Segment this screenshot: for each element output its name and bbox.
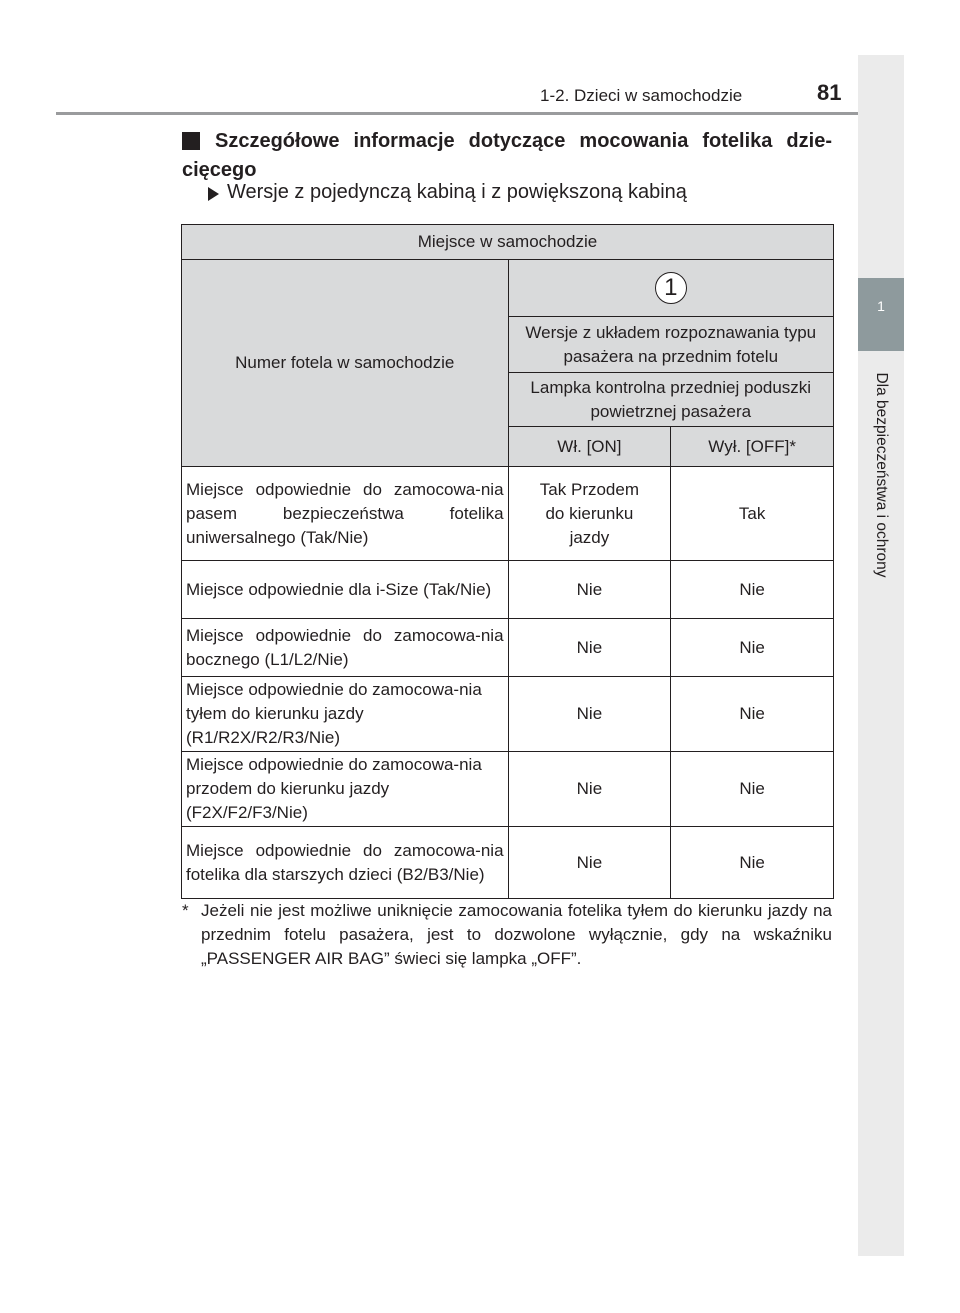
row-label-isize: Miejsce odpowiednie dla i-Size (Tak/Nie) <box>182 561 509 619</box>
seat-condition: Wersje z układem rozpoznawania typu pasażera na przednim fotelu <box>508 317 833 373</box>
section-heading <box>182 127 832 185</box>
row-value-on: Nie <box>508 827 671 899</box>
value-line: Tak Przodem do kierunku jazdy <box>539 479 639 547</box>
triangle-bullet-icon <box>208 187 219 201</box>
row-value-on: Nie <box>508 619 671 677</box>
row-label-universal: Miejsce odpowiednie do zamocowa-nia pasem bezpieczeństwa fotelika uniwersalnego (Tak/Nie) <box>182 467 509 561</box>
running-header-title: 1-2. Dzieci w samochodzie <box>540 86 743 105</box>
row-value-off: Tak <box>671 467 834 561</box>
column-header-off: Wył. [OFF]* <box>671 427 834 467</box>
seat-number-circle-icon: 1 <box>655 272 687 304</box>
row-value-on <box>508 467 671 561</box>
sub-heading <box>208 181 687 204</box>
square-bullet-icon <box>182 132 200 150</box>
header-rule <box>56 112 904 115</box>
row-label-booster: Miejsce odpowiednie do zamocowa-nia fotelika dla starszych dzieci (B2/B3/Nie) <box>182 827 509 899</box>
chapter-title: Dla bezpieczeństwa i ochrony <box>873 372 890 578</box>
chapter-number: 1 <box>877 298 885 314</box>
page-number: 81 <box>817 80 842 105</box>
side-strip <box>858 55 904 1256</box>
row-label-lateral: Miejsce odpowiednie do zamocowa-nia bocznego (L1/L2/Nie) <box>182 619 509 677</box>
row-value-on: Nie <box>508 677 671 752</box>
row-value-off: Nie <box>671 561 834 619</box>
row-value-on: Nie <box>508 561 671 619</box>
seat-number-cell <box>508 260 833 317</box>
row-label-forward: Miejsce odpowiednie do zamocowa-nia przodem do kierunku jazdy (F2X/F2/F3/Nie) <box>182 752 509 827</box>
indicator-label: Lampka kontrolna przedniej poduszki powietrznej pasażera <box>508 373 833 427</box>
table-header-seat-number: Numer fotela w samochodzie <box>182 260 509 467</box>
footnote <box>182 899 832 971</box>
footnote-marker: * <box>182 901 189 920</box>
row-value-on: Nie <box>508 752 671 827</box>
row-value-off: Nie <box>671 677 834 752</box>
seat-mounting-table <box>181 224 834 899</box>
chapter-tab-icon <box>858 278 904 351</box>
row-value-off: Nie <box>671 752 834 827</box>
row-value-off: Nie <box>671 619 834 677</box>
footnote-text: Jeżeli nie jest możliwe uniknięcie zamocowania fotelika tyłem do kierunku jazdy na przednim fotelu pasażera, jest to dozwolone wyłącznie, gdy na wskaźniku „PASSENGER AIR BAG” świeci się lampka „OFF”. <box>201 901 832 968</box>
row-label-rearward: Miejsce odpowiednie do zamocowa-nia tyłem do kierunku jazdy (R1/R2X/R2/R3/Nie) <box>182 677 509 752</box>
column-header-on: Wł. [ON] <box>508 427 671 467</box>
row-value-off: Nie <box>671 827 834 899</box>
section-heading-text: Szczegółowe informacje dotyczące mocowania fotelika dzie-cięcego <box>182 130 832 181</box>
sub-heading-text: Wersje z pojedynczą kabiną i z powiększoną kabiną <box>227 181 687 203</box>
table-header-location: Miejsce w samochodzie <box>182 225 834 260</box>
